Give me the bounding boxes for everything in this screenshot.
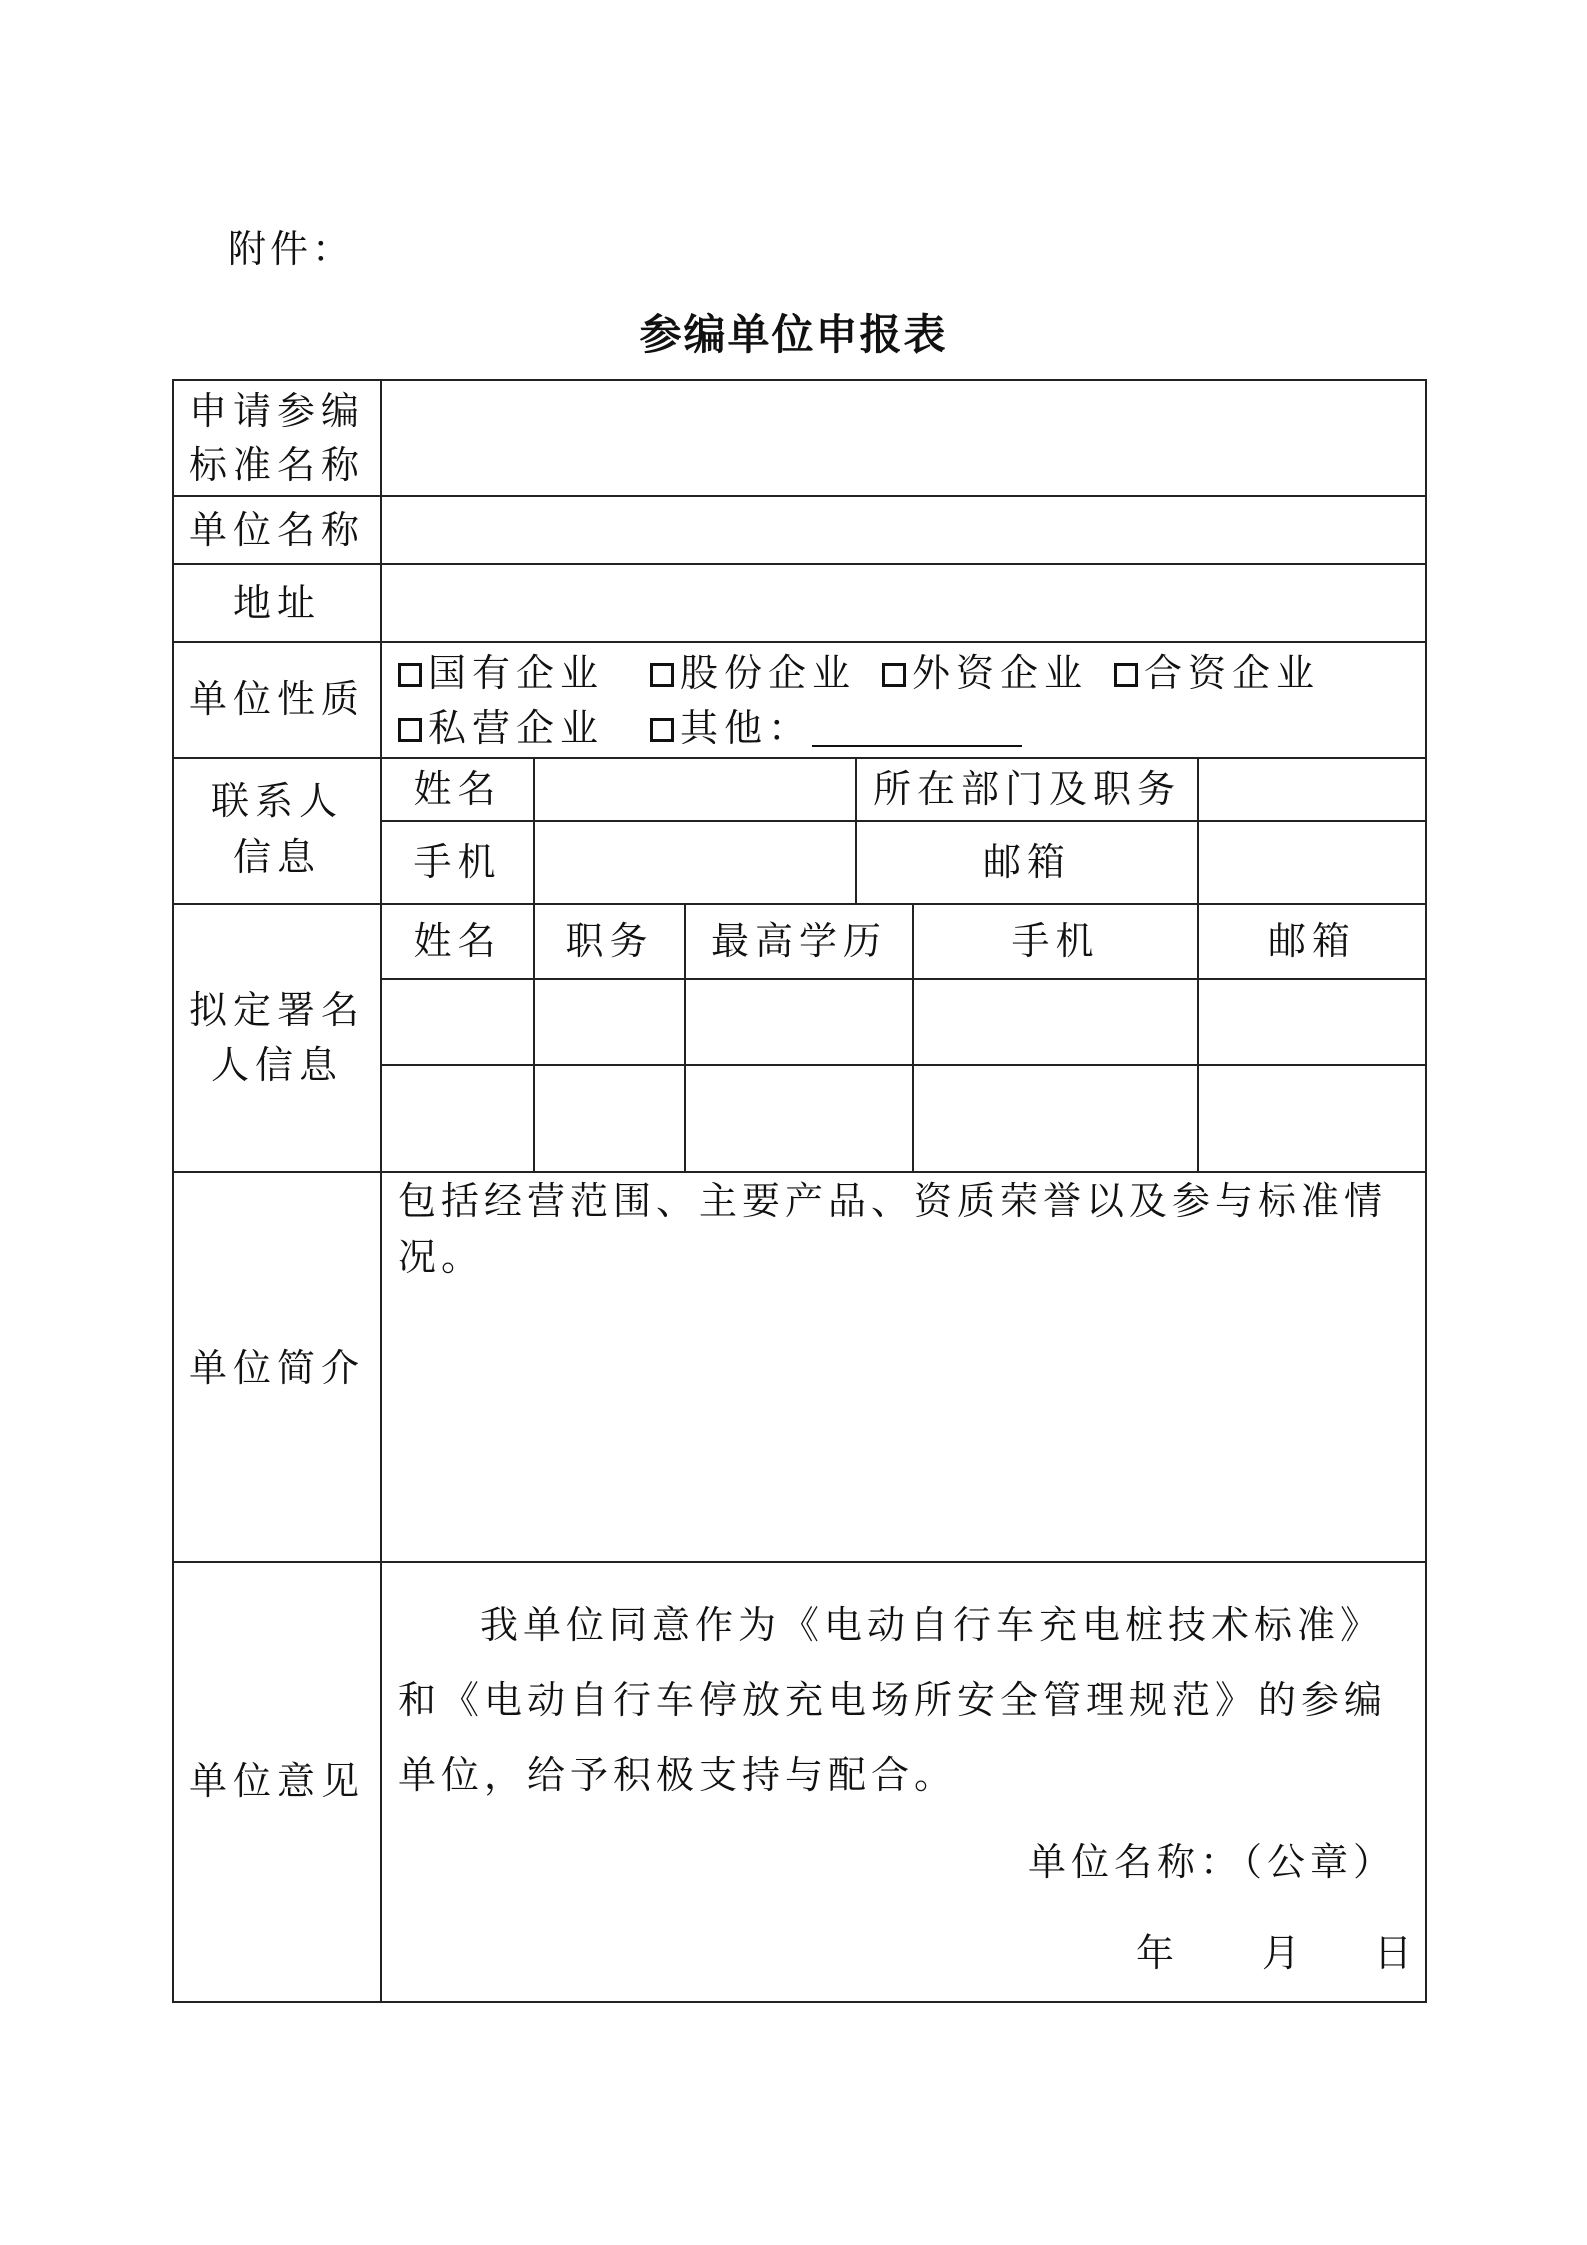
signatory-label-line1: 拟定署名 xyxy=(188,988,365,1032)
contact-email-field[interactable] xyxy=(1201,824,1423,901)
date-month: 月 xyxy=(1262,1931,1307,1975)
contact-email-label: 邮箱 xyxy=(982,840,1071,884)
intro-hint-line1: 包括经营范围、主要产品、资质荣誉以及参与标准情 xyxy=(398,1179,1388,1223)
intro-hint-line2: 况。 xyxy=(398,1235,485,1279)
contact-name-field[interactable] xyxy=(537,761,853,818)
row-divider xyxy=(172,757,1427,759)
contact-label-line2: 信息 xyxy=(232,835,321,879)
date-year: 年 xyxy=(1136,1931,1181,1975)
contact-col-divider xyxy=(1197,757,1199,903)
signatory-header-education: 最高学历 xyxy=(710,919,887,963)
contact-dept-label: 所在部门及职务 xyxy=(872,767,1181,811)
opinion-line1: 我单位同意作为《电动自行车充电桩技术标准》 xyxy=(480,1603,1384,1647)
checkbox-icon xyxy=(398,663,422,687)
checkbox-icon xyxy=(1114,663,1138,687)
signatory-header-email: 邮箱 xyxy=(1267,919,1356,963)
unit-name-label: 单位名称 xyxy=(188,508,365,552)
address-field[interactable] xyxy=(384,567,1423,639)
option-private[interactable]: 私营企业 xyxy=(398,701,604,755)
signatory-header-phone: 手机 xyxy=(1011,919,1100,963)
unit-nature-label: 单位性质 xyxy=(188,677,365,721)
table-border-right xyxy=(1425,379,1427,2003)
row-divider xyxy=(172,1171,1427,1173)
date-day: 日 xyxy=(1374,1931,1419,1975)
opinion-label: 单位意见 xyxy=(188,1759,365,1803)
contact-phone-label: 手机 xyxy=(413,840,502,884)
option-foreign[interactable]: 外资企业 xyxy=(882,646,1088,700)
signatory-divider xyxy=(380,1064,1427,1066)
checkbox-icon xyxy=(650,718,674,742)
address-label: 地址 xyxy=(232,581,321,625)
option-joint-stock[interactable]: 股份企业 xyxy=(650,646,856,700)
unit-name-field[interactable] xyxy=(384,499,1423,561)
opinion-line3: 单位，给予积极支持与配合。 xyxy=(398,1753,958,1797)
checkbox-icon xyxy=(882,663,906,687)
option-joint-venture[interactable]: 合资企业 xyxy=(1114,646,1320,700)
contact-label-line1: 联系人 xyxy=(210,779,343,823)
document-title: 参编单位申报表 xyxy=(639,310,948,359)
standard-name-field[interactable] xyxy=(384,383,1423,493)
standard-label-line2: 标准名称 xyxy=(188,443,365,487)
checkbox-icon xyxy=(398,718,422,742)
row-divider xyxy=(172,495,1427,497)
row-divider xyxy=(172,563,1427,565)
contact-phone-field[interactable] xyxy=(537,824,853,901)
opinion-line2: 和《电动自行车停放充电场所安全管理规范》的参编 xyxy=(398,1678,1388,1722)
table-border-top xyxy=(172,379,1427,381)
checkbox-icon xyxy=(650,663,674,687)
seal-label: 单位名称：（公章） xyxy=(1028,1840,1397,1884)
intro-label: 单位简介 xyxy=(188,1346,365,1390)
contact-dept-field[interactable] xyxy=(1201,761,1423,818)
option-other[interactable]: 其他： xyxy=(650,701,1022,755)
table-border-bottom xyxy=(172,2001,1427,2003)
signatory-header-name: 姓名 xyxy=(413,919,502,963)
signatory-header-title: 职务 xyxy=(565,919,654,963)
row-divider xyxy=(172,1561,1427,1563)
contact-col-divider xyxy=(533,757,535,903)
row-divider xyxy=(172,641,1427,643)
standard-label-line1: 申请参编 xyxy=(188,389,365,433)
signatory-label-line2: 人信息 xyxy=(210,1043,343,1087)
label-column-divider xyxy=(380,379,382,2003)
signatory-divider xyxy=(380,978,1427,980)
contact-name-label: 姓名 xyxy=(413,767,502,811)
contact-divider xyxy=(380,820,1427,822)
option-state-owned[interactable]: 国有企业 xyxy=(398,646,604,700)
row-divider xyxy=(172,903,1427,905)
other-blank-field[interactable] xyxy=(812,715,1022,747)
attachment-label: 附件： xyxy=(228,227,355,271)
